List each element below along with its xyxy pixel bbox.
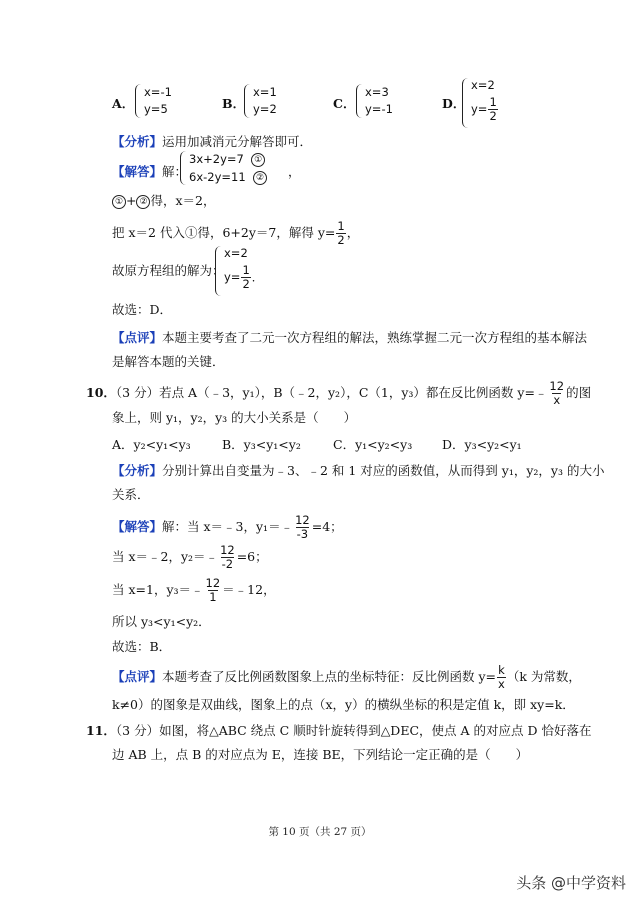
q10-stem-line1: 10．（3 分）若点 A（﹣3，y₁），B（﹣2，y₂），C（1，y₃）都在反比例函数 y=﹣ $\frac{12}{x}$ 的图 <box>86 379 592 407</box>
q9-final-system: x=2 y= $\frac{1}{2}$ ． <box>215 246 275 296</box>
q10-stem-line2: 象上，则 y₁，y₂，y₃ 的大小关系是（ ） <box>112 410 357 425</box>
q10-option-d: D．y₃<y₂<y₁ <box>442 437 522 452</box>
q10-analysis-line2: 关系． <box>112 487 150 502</box>
option-d-system: x=2 y= $\frac{1}{2}$ <box>462 78 508 128</box>
q10-option-a: A．y₂<y₁<y₃ <box>112 437 191 452</box>
q11-stem-line2: 边 AB 上，点 B 的对应点为 E，连接 BE，下列结论一定正确的是（ ） <box>112 747 529 762</box>
option-d-label: D． <box>442 96 466 111</box>
q9-solution-system: 3x+2y=7 ① 6x-2y=11 ② <box>180 151 290 185</box>
q9-comment-line1: 【点评】本题主要考查了二元一次方程组的解法，熟练掌握二元一次方程组的基本解法 <box>112 330 588 345</box>
q10-solution-1: 【解答】解：当 x＝﹣3，y₁＝﹣ $\frac{12}{-3}$ =4； <box>112 513 343 541</box>
q11-stem-line1: 11．（3 分）如图，将△ABC 绕点 C 顺时针旋转得到△DEC，使点 A 的对应点 D 恰好落在 <box>86 723 592 738</box>
option-c-label: C． <box>333 96 356 111</box>
q10-solution-2: 当 x＝﹣2，y₂＝﹣ $\frac{12}{-2}$ =6； <box>112 543 268 571</box>
q9-comment-line2: 是解答本题的关键． <box>112 354 225 369</box>
option-b-label: B． <box>222 96 246 111</box>
q10-option-c: C．y₁<y₂<y₃ <box>333 437 413 452</box>
q10-solution-4: 所以 y₃<y₁<y₂． <box>112 614 211 629</box>
q9-final-prefix: 故原方程组的解为： <box>112 263 225 278</box>
page-footer: 第 10 页（共 27 页） <box>268 826 372 838</box>
q9-system-suffix: ， <box>288 164 301 179</box>
q9-choice: 故选：D． <box>112 302 173 317</box>
q10-comment-line1: 【点评】本题考查了反比例函数图象上点的坐标特征：反比例函数 y= $\frac{k}{x}$ （k 为常数， <box>112 663 581 691</box>
q9-analysis: 【分析】运用加减消元分解答即可． <box>112 134 313 149</box>
option-c-system: x=3 y=-1 <box>356 84 406 118</box>
fraction: $\frac{1}{2}$ <box>489 95 497 123</box>
q10-analysis-line1: 【分析】分别计算出自变量为﹣3、﹣2 和 1 对应的函数值，从而得到 y₁，y₂，y₃ 的大小 <box>112 463 605 478</box>
q9-solution-prefix: 【解答】解： <box>112 164 188 179</box>
q10-comment-line2: k≠0）的图象是双曲线，图象上的点（x，y）的横纵坐标的积是定值 k，即 xy=k． <box>112 697 575 712</box>
q10-choice: 故选：B． <box>112 639 172 654</box>
watermark: 头条 @中学资料 <box>516 874 626 892</box>
circle-one-mark: ① <box>251 153 265 167</box>
q10-solution-3: 当 x=1，y₃＝﹣ $\frac{12}{1}$ ＝﹣12， <box>112 576 276 604</box>
q9-step1: ① + ② 得，x＝2， <box>112 193 216 209</box>
option-a-label: A． <box>112 96 135 111</box>
circle-two-mark: ② <box>253 171 267 185</box>
q10-option-b: B．y₃<y₁<y₂ <box>222 437 301 452</box>
q9-step2: 把 x＝2 代入①得，6+2y＝7，解得 y= $\frac{1}{2}$ ， <box>112 219 360 247</box>
option-a-system: x=-1 y=5 <box>135 84 185 118</box>
option-b-system: x=1 y=2 <box>244 84 290 118</box>
